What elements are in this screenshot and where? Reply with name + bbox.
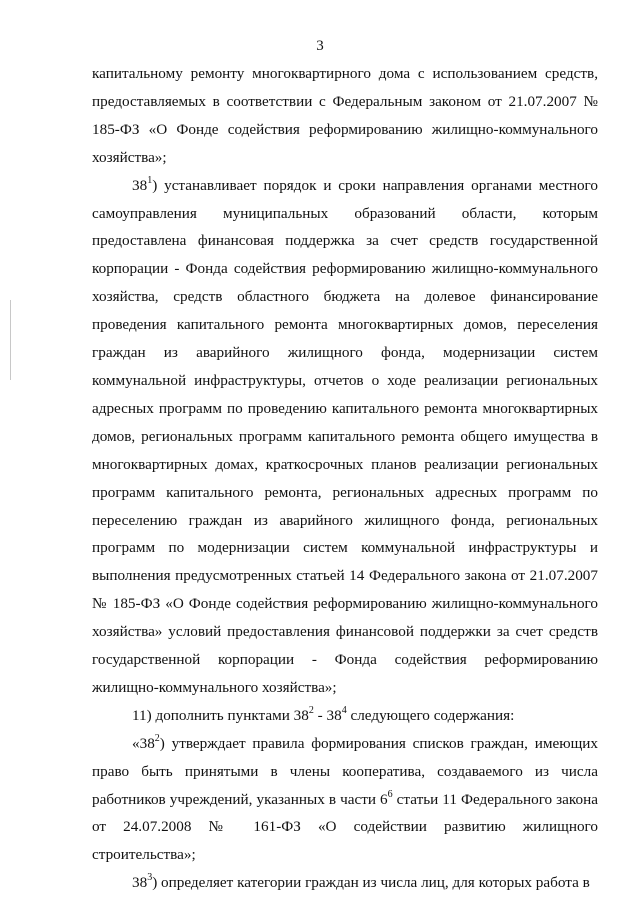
superscript: 1: [147, 174, 153, 186]
paragraph-text: 38: [132, 874, 148, 892]
paragraph-text: капитальному ремонту многоквартирного дома с использованием средств, предоставляемых в соответствии с Федеральным законом от 21.07.2007 № 185-ФЗ «О Фонде содействия реформированию жилищно-коммунального хозяйства»;: [92, 65, 598, 166]
paragraph-text: следующего содержания:: [346, 706, 515, 724]
paragraph-text: 11) дополнить пунктами 38: [132, 706, 309, 724]
paragraph-text: «38: [132, 734, 155, 752]
superscript: 2: [308, 704, 314, 716]
page-number: 3: [316, 38, 324, 54]
paragraph: [92, 869, 598, 897]
paragraph: [92, 730, 598, 870]
superscript: 3: [147, 872, 153, 884]
superscript: 2: [154, 732, 160, 744]
paragraph: [92, 60, 598, 172]
scan-margin-mark: [10, 300, 11, 380]
paragraph: [92, 702, 598, 730]
paragraph-text: ) утверждает правила формирования списков граждан, имеющих право быть принятыми в члены кооператива, создаваемого из числа работников учреждений, указанных в части 6: [92, 734, 598, 808]
paragraph-text: 38: [132, 176, 148, 194]
paragraph-text: статьи 11 Федерального закона от 24.07.2008 № 161-ФЗ «О содействии развитию жилищного строительства»;: [92, 790, 598, 864]
paragraph: [92, 172, 598, 702]
superscript: 6: [387, 788, 393, 800]
paragraph-text: ) устанавливает порядок и сроки направления органами местного самоуправления муниципальных образований области, которым предоставлена финансовая поддержка за счет средств государственной корпорации - Фонда содействия реформированию жилищно-коммунального хозяйства, средств областного бюджета на долевое финансирование проведения капитального ремонта многоквартирных домов, переселения граждан из аварийного жилищного фонда, модернизации систем коммунальной инфраструктуры, отчетов о ходе реализации региональных адресных программ по проведению капитального ремонта многоквартирных домов, региональных программ капитального ремонта общего имущества в многоквартирных домах, краткосрочных планов реализации региональных программ капитального ремонта, региональных адресных программ по переселению граждан из аварийного жилищного фонда, региональных программ по модернизации систем коммунальной инфраструктуры и выполнения предусмотренных статьей 14 Федерального закона от 21.07.2007 № 185-ФЗ «О Фонде содействия реформированию жилищно-коммунального хозяйства» условий предоставления финансовой поддержки за счет средств государственной корпорации - Фонда содействия реформированию жилищно-коммунального хозяйства»;: [92, 176, 598, 696]
document-body: [92, 60, 598, 897]
paragraph-text: - 38: [313, 706, 342, 724]
paragraph-text: ) определяет категории граждан из числа лиц, для которых работа в: [152, 874, 590, 892]
superscript: 4: [341, 704, 347, 716]
